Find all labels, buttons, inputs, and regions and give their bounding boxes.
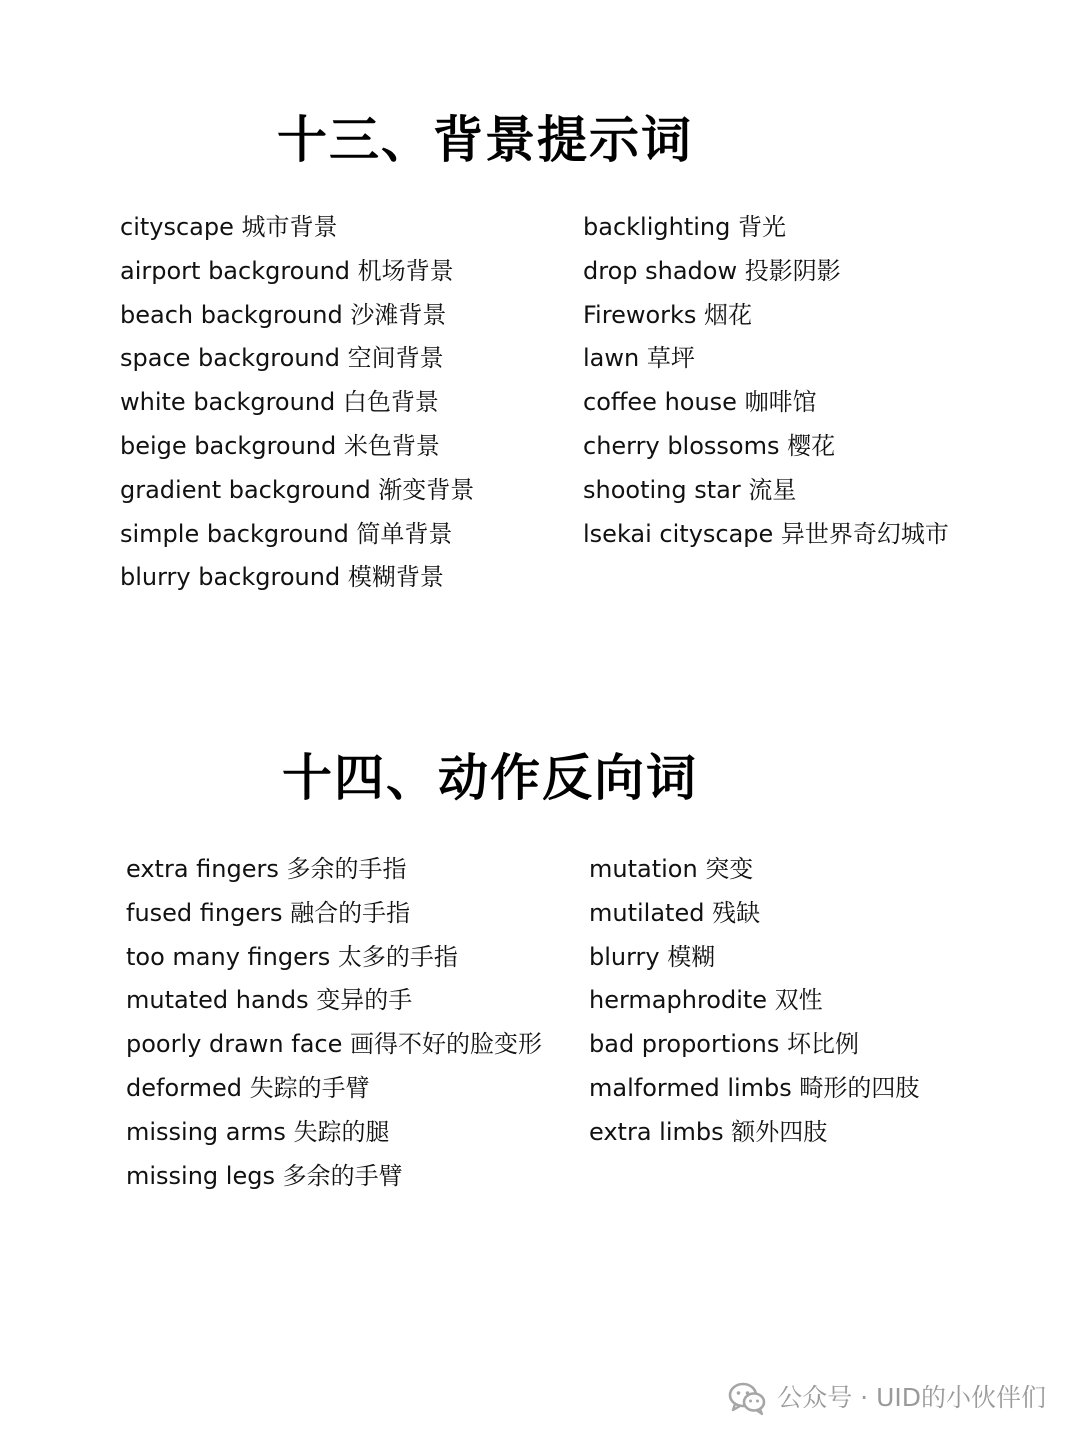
list-item: too many fingers 太多的手指 [126,942,458,971]
section-13-right-list [583,206,949,556]
list-item: Fireworks 烟花 [583,300,753,329]
wechat-icon [727,1380,767,1416]
list-item: simple background 简单背景 [120,519,453,548]
section-14-title: 十四、动作反向词 [282,749,698,807]
list-item: blurry background 模糊背景 [120,563,444,592]
watermark [727,1376,1046,1420]
list-item: beach background 沙滩背景 [120,300,447,329]
list-item: space background 空间背景 [120,344,444,373]
list-item: mutilated 残缺 [589,898,761,927]
list-item: mutated hands 变异的手 [126,986,413,1015]
section-14-left-list [126,848,542,1198]
list-item: white background 白色背景 [120,388,439,417]
list-item: mutation 突变 [589,855,754,883]
list-item: bad proportions 坏比例 [589,1030,859,1059]
list-item: backlighting 背光 [583,213,786,241]
list-item: blurry 模糊 [589,942,716,971]
list-item: fused fingers 融合的手指 [126,898,411,927]
list-item: coffee house 咖啡馆 [583,388,817,417]
list-item: cherry blossoms 樱花 [583,431,836,460]
section-13-left-list [120,206,474,600]
list-item: shooting star 流星 [583,475,797,504]
list-item: extra limbs 额外四肢 [589,1117,828,1146]
list-item: drop shadow 投影阴影 [583,256,841,285]
list-item: cityscape 城市背景 [120,213,338,241]
list-item: hermaphrodite 双性 [589,986,823,1015]
list-item: deformed 失踪的手臂 [126,1073,370,1102]
list-item: airport background 机场背景 [120,256,454,285]
list-item: lsekai cityscape 异世界奇幻城市 [583,519,949,548]
list-item: malformed limbs 畸形的四肢 [589,1073,920,1102]
watermark-text: 公众号 · UID的小伙伴们 [777,1383,1046,1412]
list-item: missing legs 多余的手臂 [126,1161,403,1190]
list-item: extra fingers 多余的手指 [126,855,407,883]
list-item: poorly drawn face 画得不好的脸变形 [126,1030,542,1059]
section-13-title: 十三、背景提示词 [277,111,693,169]
list-item: lawn 草坪 [583,344,695,373]
list-item: gradient background 渐变背景 [120,475,475,504]
list-item: missing arms 失踪的腿 [126,1117,390,1146]
list-item: beige background 米色背景 [120,431,440,460]
section-14-right-list [589,848,919,1155]
